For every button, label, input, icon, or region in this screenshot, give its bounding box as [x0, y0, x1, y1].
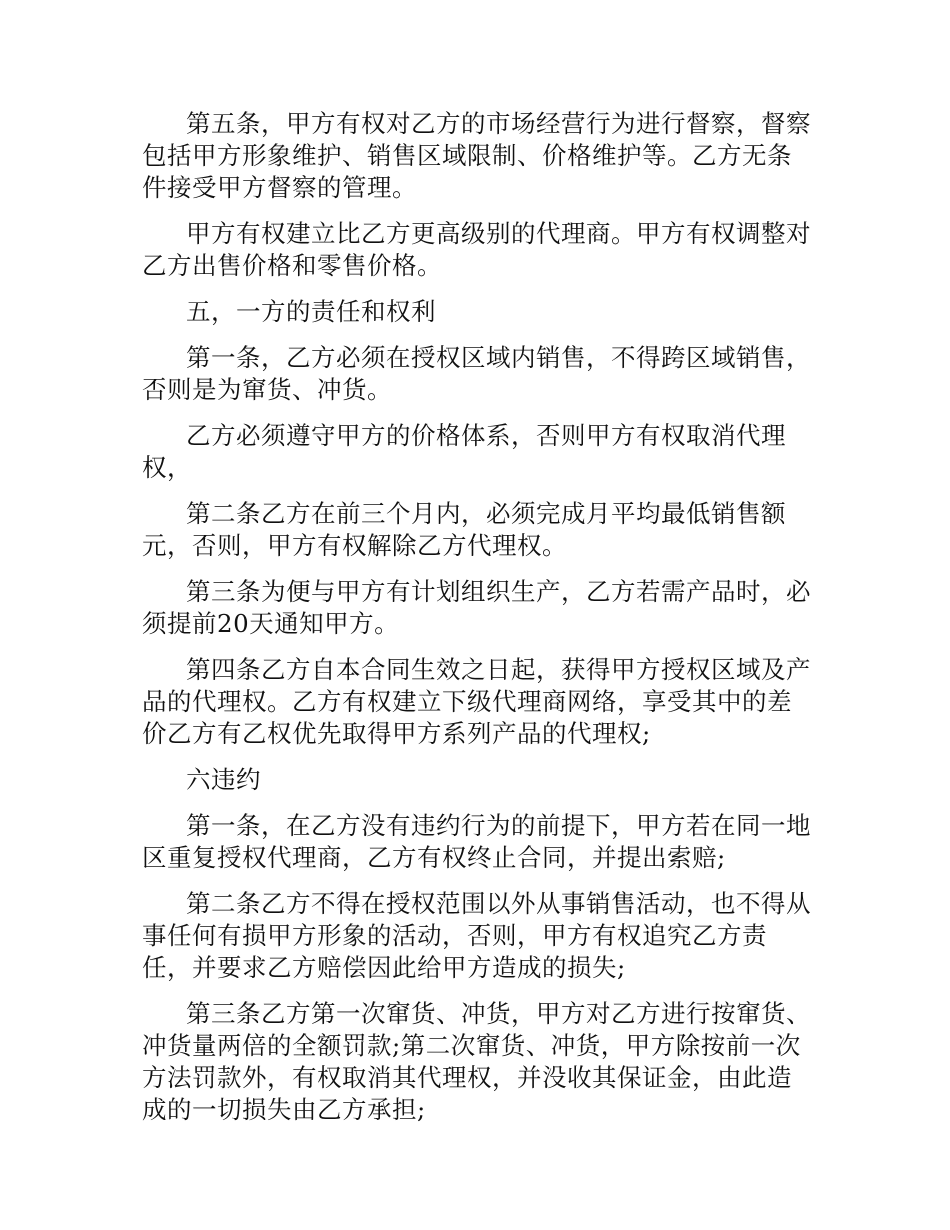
- paragraph-article-2-minimum-sales: 第二条乙方在前三个月内，必须完成月平均最低销售额元，否则，甲方有权解除乙方代理权。: [142, 499, 786, 560]
- paragraph-article-5-supervision: 第五条，甲方有权对乙方的市场经营行为进行督察，督察包括甲方形象维护、销售区域限制、价格维护等。乙方无条件接受甲方督察的管理。: [142, 109, 811, 202]
- document-body: [142, 108, 814, 1140]
- section-heading-responsibilities: 五，一方的责任和权利: [186, 297, 436, 326]
- paragraph-article-1-sales-region: 第一条，乙方必须在授权区域内销售，不得跨区域销售，否则是为窜货、冲货。: [142, 343, 811, 404]
- paragraph-breach-article-1: 第一条，在乙方没有违约行为的前提下，甲方若在同一地区重复授权代理商，乙方有权终止合同，并提出索赔;: [142, 811, 811, 872]
- section-heading-breach: 六违约: [186, 765, 261, 794]
- paragraph-breach-article-2: 第二条乙方不得在授权范围以外从事销售活动，也不得从事任何有损甲方形象的活动，否则，甲方有权追究乙方责任，并要求乙方赔偿因此给甲方造成的损失;: [142, 889, 811, 982]
- paragraph-higher-agent: 甲方有权建立比乙方更高级别的代理商。甲方有权调整对乙方出售价格和零售价格。: [142, 219, 811, 280]
- paragraph-price-system: 乙方必须遵守甲方的价格体系，否则甲方有权取消代理权，: [142, 421, 786, 482]
- paragraph-breach-article-3: 第三条乙方第一次窜货、冲货，甲方对乙方进行按窜货、冲货量两倍的全额罚款;第二次窜货、冲货，甲方除按前一次方法罚款外，有权取消其代理权，并没收其保证金，由此造成的一切损失由乙方承担;: [142, 999, 811, 1124]
- paragraph-article-3-advance-notice: 第三条为便与甲方有计划组织生产，乙方若需产品时，必须提前20天通知甲方。: [142, 577, 811, 638]
- paragraph-article-4-agency-rights: 第四条乙方自本合同生效之日起，获得甲方授权区域及产品的代理权。乙方有权建立下级代理商网络，享受其中的差价乙方有乙权优先取得甲方系列产品的代理权;: [142, 655, 811, 748]
